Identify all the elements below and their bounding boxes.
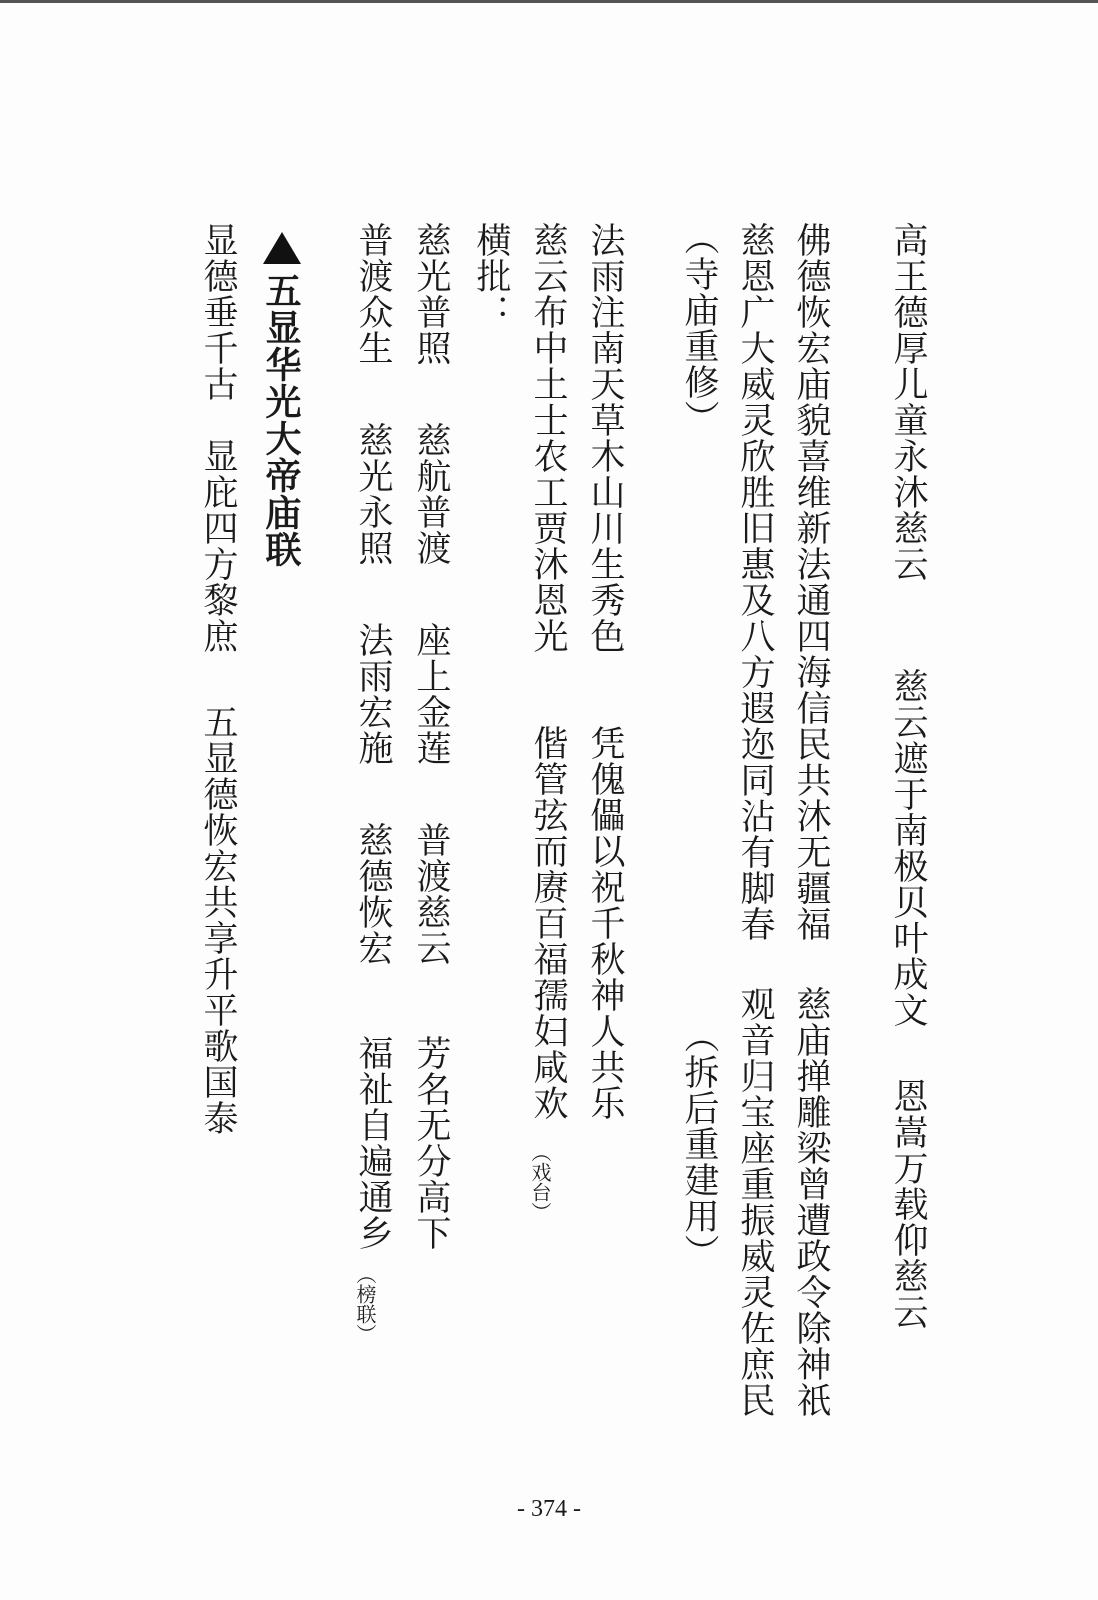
renovation-note-upper: （寺庙重修） [679,220,719,436]
stage-line1-lower: 凭傀儡以祝千秋神人共乐 [585,725,625,1121]
horizontal-item: 慈德恢宏 [353,822,393,966]
stage-line2-lower: 偕管弦而赓百福孺妇咸欢 [528,725,568,1121]
final-couplet-upper: 显德垂千古 [198,222,238,402]
horizontal-item: 芳名无分高下 [411,1035,451,1251]
renovation-line2-upper: 慈恩广大威灵欣胜旧惠及八方遐迩同沾有脚春 [735,222,775,942]
horizontal-item: 慈光普照 [411,222,451,366]
renovation-note-lower: （拆后重建用） [679,1018,719,1270]
horizontal-item: 座上金莲 [411,622,451,766]
top-border-rule [0,0,1098,3]
couplet-lower-line: 慈云遮于南极贝叶成文 [888,668,928,1028]
triangle-bullet-icon [263,232,301,264]
stage-note: （戏台） [528,1142,552,1222]
section-title: 五显华光大帝庙联 [260,272,301,568]
horizontal-item: 普渡众生 [353,222,393,366]
renovation-line1-lower: 慈庙掸雕梁曾遭政令除神祇 [791,986,831,1418]
page-number: - 374 - [517,1496,581,1522]
horizontal-item: 法雨宏施 [353,622,393,766]
final-couplet-middle: 显庇四方黎庶 [198,438,238,654]
final-couplet-lower: 五显德恢宏共享升平歌国泰 [198,704,238,1136]
horizontal-item: 福祉自遍通乡 [353,1035,393,1251]
stage-line2-upper: 慈云布中土士农工贾沐恩光 [528,222,568,654]
horizontal-item: 普渡慈云 [411,822,451,966]
horizontal-item: 慈光永照 [353,422,393,566]
horizontal-item: 慈航普渡 [411,422,451,566]
stage-line1-upper: 法雨注南天草木山川生秀色 [585,222,625,654]
renovation-line1-upper: 佛德恢宏庙貌喜维新法通四海信民共沐无疆福 [791,222,831,942]
couplet-third-line: 恩嵩万载仰慈云 [888,1078,928,1330]
renovation-line2-lower: 观音归宝座重振威灵佐庶民 [735,986,775,1418]
horizontal-label: 横批： [471,222,511,330]
horizontal-note: （榜联） [353,1264,377,1344]
couplet-upper-line: 高王德厚儿童永沐慈云 [888,222,928,582]
